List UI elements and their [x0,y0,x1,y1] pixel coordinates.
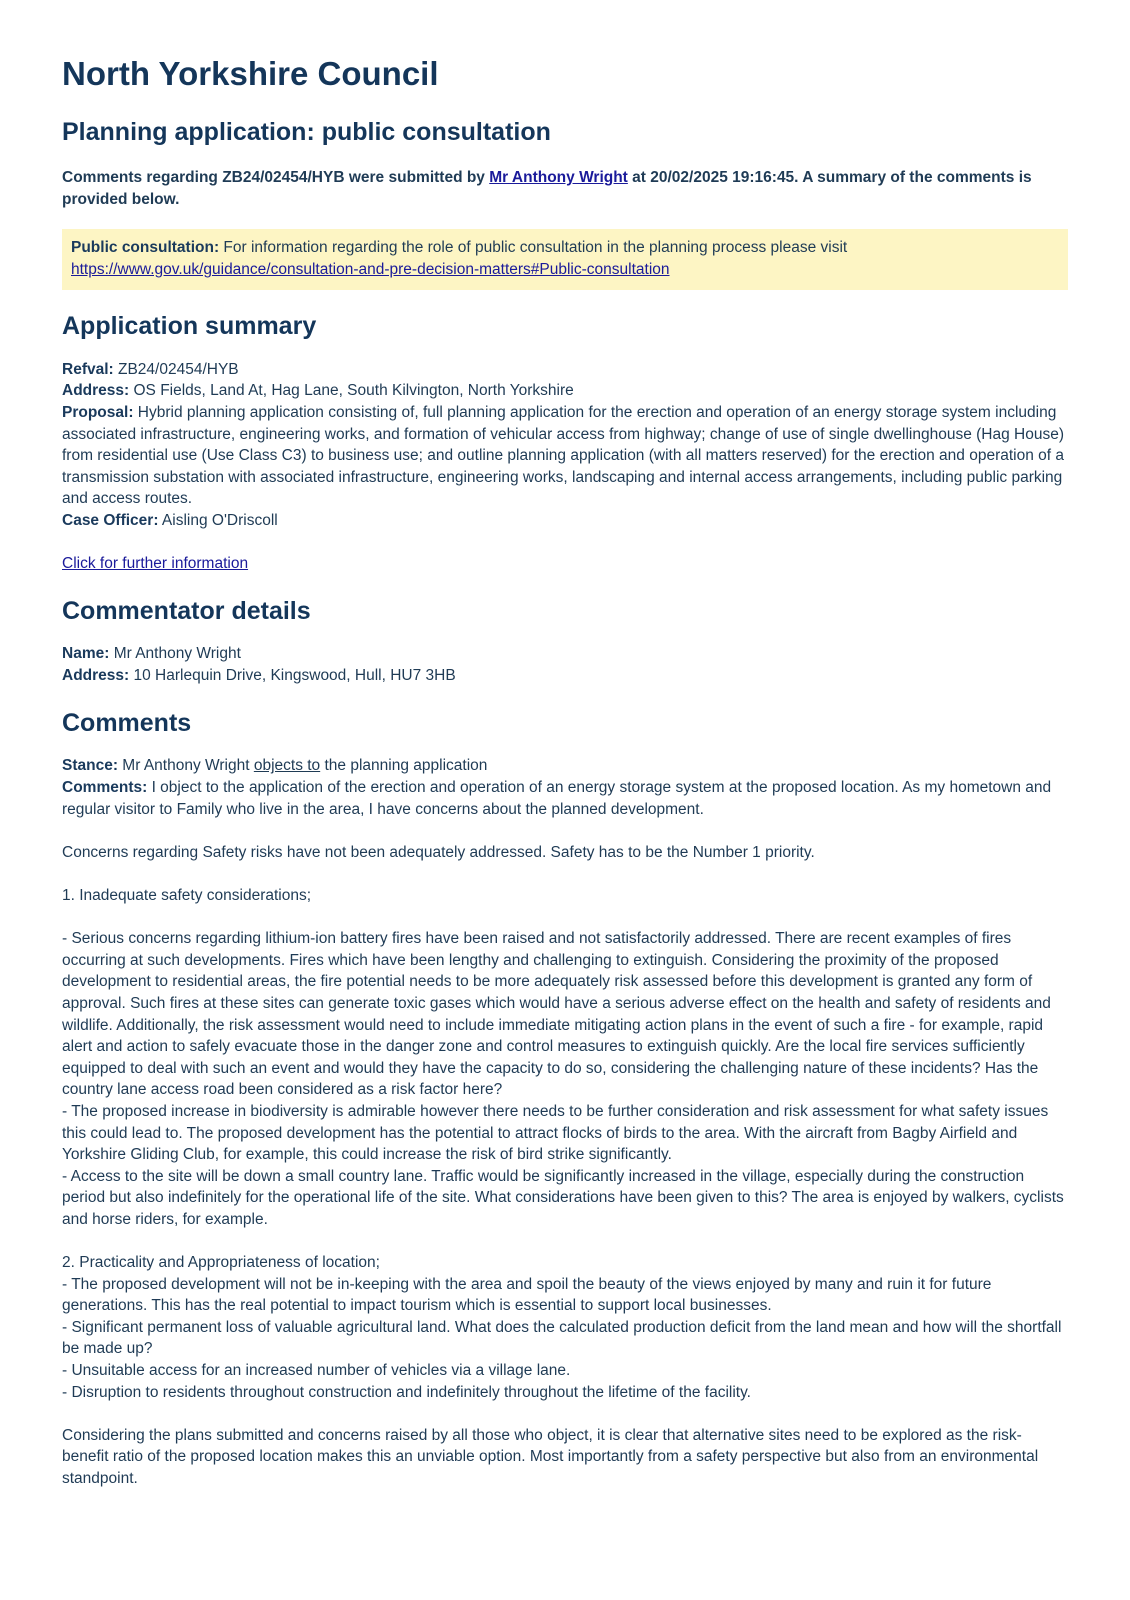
council-title: North Yorkshire Council [62,55,439,92]
comments-intro-line [62,777,1068,820]
conclusion-paragraph: Considering the plans submitted and concerns raised by all those who object, it is clear that alternative sites need to be explored as the risk-benefit ratio of the proposed location makes this an unviable option. Most importantly from a safety perspective but also from an environmental standpoint. [62,1426,1039,1488]
comments-section [62,709,1068,1490]
commentator-address-value: 10 Harlequin Drive, Kingswood, Hull, HU7 3HB [129,667,456,685]
commentator-section [62,597,1068,687]
commentator-name-line [62,643,1068,665]
biodiversity-bullet: - The proposed increase in biodiversity is admirable however there needs to be further consideration and risk assessment for what safety issues this could lead to. The proposed development has the potential to attract flocks of birds to the area. With the aircraft from Bagby Airfield and Yorkshire Gliding Club, for example, this could increase the risk of bird strike significantly. [62,1102,1049,1164]
safety-priority-paragraph: Concerns regarding Safety risks have not been adequately addressed. Safety has to be the Number 1 priority. [62,843,815,861]
application-summary-heading: Application summary [62,312,317,341]
fire-risk-bullet: - Serious concerns regarding lithium-ion battery fires have been raised and not satisfactorily addressed. There are recent examples of fires occurring at such developments. Fires which have been lengthy and challenging to extinguish. Considering the proximity of the proposed development to residential areas, the fire potential needs to be more adequately risk assessed before this development is granted any form of approval. Such fires at these sites can generate toxic gases which would have a serious adverse effect on the health and safety of residents and wildlife. Additionally, the risk assessment would need to include immediate mitigating action plans in the event of such a fire - for example, rapid alert and action to safely evacuate those in the danger zone and control measures to extinguish quickly. Are the local fire services sufficiently equipped to deal with such an event and would they have the capacity to do so, considering the challenging nature of these incidents? Has the country lane access road been considered as a risk factor here? [62,930,1051,1099]
stance-prefix: Mr Anthony Wright [118,757,254,775]
commentator-name-value: Mr Anthony Wright [109,645,241,663]
comments-heading: Comments [62,708,192,737]
inadequate-safety-heading: 1. Inadequate safety considerations; [62,886,312,904]
commentator-heading: Commentator details [62,596,311,625]
refval-label: Refval: [62,360,114,378]
intro-prefix: Comments regarding ZB24/02454/HYB were submitted by [62,169,490,187]
address-value: OS Fields, Land At, Hag Lane, South Kilvington, North Yorkshire [129,382,574,400]
gov-guidance-link[interactable]: https://www.gov.uk/guidance/consultation-and-pre-decision-matters#Public-consultation [71,261,670,279]
case-officer-line [62,510,1068,532]
agricultural-land-bullet: - Significant permanent loss of valuable agricultural land. What does the calculated production deficit from the land mean and how will the shortfall be made up? [62,1318,1062,1358]
commentator-address-label: Address: [62,667,130,685]
intro-suffix: at 20/02/2025 19:16:45. A summary of the comments is provided below. [62,169,1032,209]
practicality-heading: 2. Practicality and Appropriateness of location; [62,1254,380,1272]
page-subtitle: Planning application: public consultation [62,118,551,147]
application-summary-section [62,312,1068,575]
access-bullet: - Access to the site will be down a small country lane. Traffic would be significantly increased in the village, especially during the construction period but also indefinitely for the operational life of the site. What considerations have been given to this? The area is enjoyed by walkers, cyclists and horse riders, for example. [62,1167,1064,1228]
disruption-bullet: - Disruption to residents throughout construction and indefinitely throughout the lifetime of the facility. [62,1383,751,1401]
in-keeping-bullet: - The proposed development will not be in-keeping with the area and spoil the beauty of the views enjoyed by many and ruin it for future generations. This has the real potential to impact tourism which is essential to support local businesses. [62,1275,992,1315]
proposal-line [62,402,1068,510]
notice-label: Public consultation: [71,239,220,257]
refval-value: ZB24/02454/HYB [113,360,239,378]
address-line [62,380,1068,402]
refval-line [62,359,1068,381]
comments-intro: I object to the application of the erection and operation of an energy storage system at the proposed location. As my hometown and regular visitor to Family who live in the area, I have concerns about the planned development. [62,779,1052,818]
public-consultation-notice [62,229,1068,290]
commentator-name-label: Name: [62,645,110,663]
further-information-link[interactable]: Click for further information [62,555,249,573]
unsuitable-access-bullet: - Unsuitable access for an increased number of vehicles via a village lane. [62,1362,571,1380]
stance-objects-to: objects to [253,757,321,775]
intro-text [62,167,1068,211]
further-info-line [62,553,1068,575]
proposal-value: Hybrid planning application consisting of, full planning application for the erection and operation of an energy storage system including associated infrastructure, engineering works, and formation of vehicular access from highway; change of use of single dwellinghouse (Hag House) from residential use (Use Class C3) to business use; and outline planning application (with all matters reserved) for the erection and operation of a transmission substation with associated infrastructure, engineering works, landscaping and internal access arrangements, including public parking and access routes. [62,403,1065,508]
case-officer-label: Case Officer: [62,511,159,529]
stance-suffix: the planning application [320,757,488,775]
stance-line [62,755,1068,777]
proposal-label: Proposal: [62,403,134,421]
comments-label: Comments: [62,779,148,797]
author-link[interactable]: Mr Anthony Wright [489,169,628,187]
case-officer-value: Aisling O'Driscoll [158,511,278,529]
notice-text: For information regarding the role of public consultation in the planning process please visit [219,239,848,257]
address-label: Address: [62,382,130,400]
commentator-address-line [62,665,1068,687]
stance-label: Stance: [62,757,118,775]
